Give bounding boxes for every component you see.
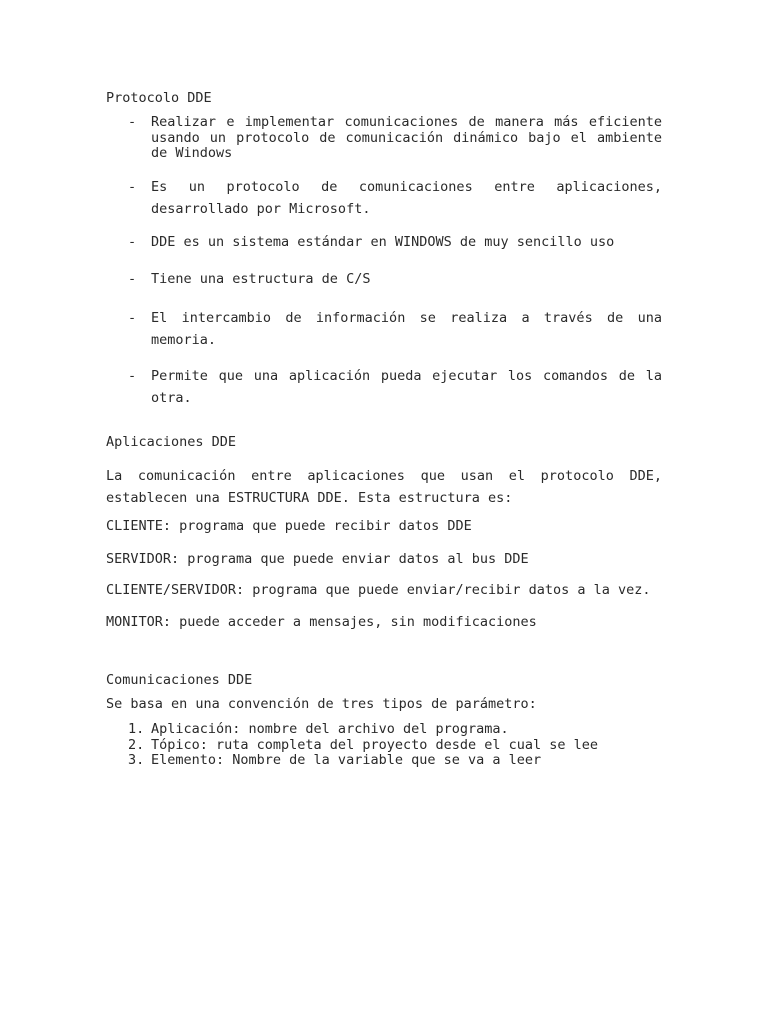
list-item [106, 365, 662, 409]
bullet-marker: - [128, 310, 137, 326]
definition-line: CLIENTE/SERVIDOR: programa que puede enviar/recibir datos a la vez. [106, 582, 651, 598]
bullet-marker: - [128, 114, 137, 130]
list-item [106, 753, 662, 769]
number-marker: 2. [128, 736, 145, 753]
number-marker: 3. [128, 752, 145, 768]
number-marker: 1. [128, 721, 145, 737]
parametro-numbered-list [106, 722, 662, 769]
item-text: Elemento: Nombre de la variable que se va a leer [151, 752, 542, 768]
bullet-text: DDE es un sistema estándar en WINDOWS de muy sencillo uso [151, 234, 615, 250]
bullet-marker: - [128, 179, 137, 195]
list-item [106, 307, 662, 351]
definition-line: SERVIDOR: programa que puede enviar datos al bus DDE [106, 551, 529, 567]
section-heading-aplicaciones: Aplicaciones DDE [106, 434, 237, 450]
bullet-text: Es un protocolo de comunicaciones entre aplicaciones, desarrollado por Microsoft. [151, 179, 662, 217]
list-item [106, 271, 662, 287]
item-text: Tópico: ruta completa del proyecto desde el cual se lee [151, 736, 599, 753]
list-item [106, 722, 662, 738]
bullet-marker: - [128, 368, 137, 384]
bullet-marker: - [128, 234, 137, 250]
comunicaciones-intro: Se basa en una convención de tres tipos de parámetro: [106, 696, 537, 712]
definition-line: MONITOR: puede acceder a mensajes, sin modificaciones [106, 614, 537, 630]
list-item [106, 115, 662, 162]
bullet-text: Permite que una aplicación pueda ejecutar los comandos de la otra. [151, 368, 662, 406]
aplicaciones-intro: La comunicación entre aplicaciones que usan el protocolo DDE, establecen una ESTRUCTURA DDE. Esta estructura es: [106, 468, 662, 506]
item-text: Aplicación: nombre del archivo del programa. [151, 721, 509, 737]
bullet-text: Realizar e implementar comunicaciones de manera más eficiente usando un protocolo de comunicación dinámico bajo el ambiente de Windows [151, 114, 662, 161]
definition-line: CLIENTE: programa que puede recibir datos DDE [106, 518, 472, 534]
bullet-text: El intercambio de información se realiza a través de una memoria. [151, 310, 662, 348]
section-heading-protocolo: Protocolo DDE [106, 90, 212, 106]
bullet-marker: - [128, 271, 137, 287]
bullet-text: Tiene una estructura de C/S [151, 271, 371, 287]
section-heading-comunicaciones: Comunicaciones DDE [106, 672, 253, 688]
list-item [106, 738, 662, 754]
list-item [106, 234, 662, 250]
list-item [106, 176, 662, 220]
